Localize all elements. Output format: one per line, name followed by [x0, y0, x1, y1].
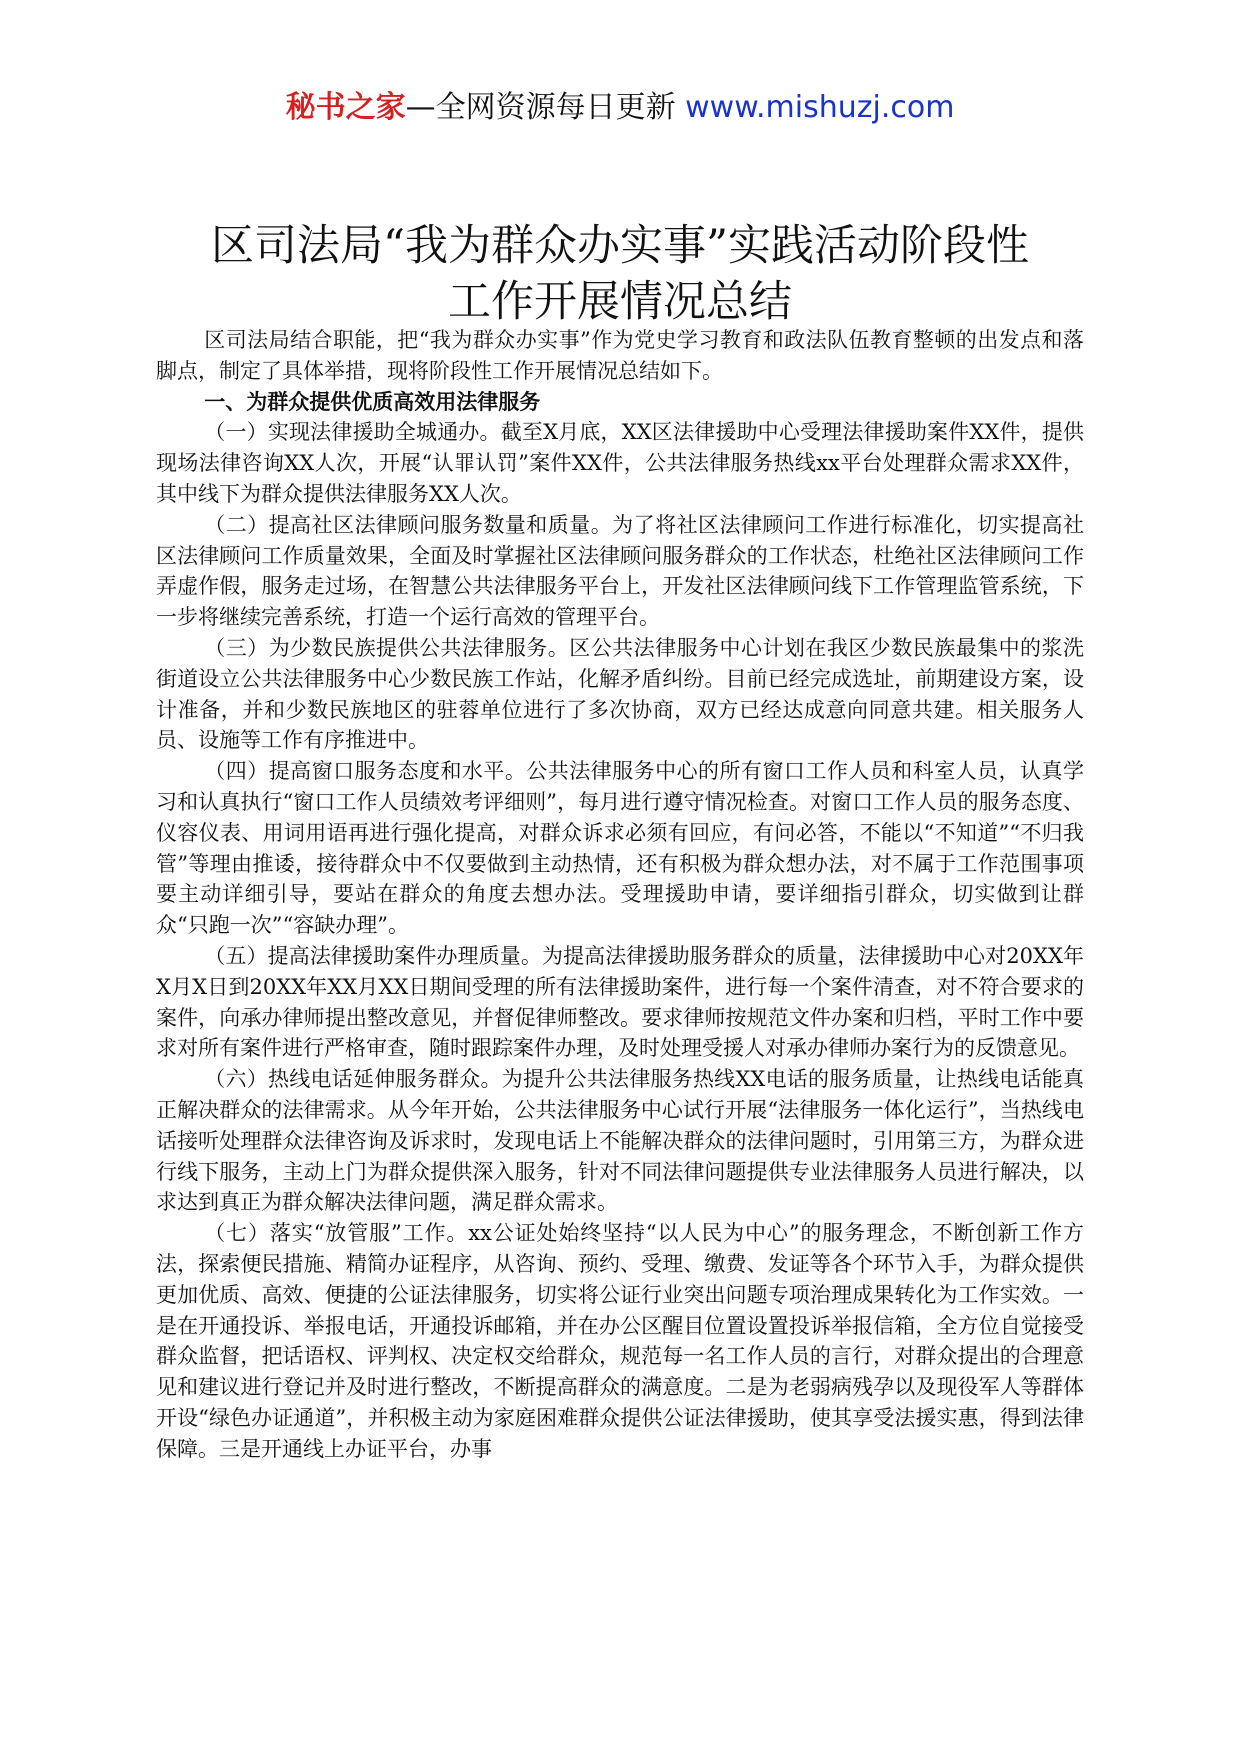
intro-paragraph: 区司法局结合职能，把“我为群众办实事”作为党史学习教育和政法队伍教育整顿的出发点和落脚点，制定了具体举措，现将阶段性工作开展情况总结如下。 — [156, 328, 1084, 383]
banner-site-link[interactable]: www.mishuzj.com — [685, 90, 955, 125]
site-banner — [0, 88, 1240, 128]
banner-brand: 秘书之家 — [285, 90, 406, 125]
document-title — [150, 218, 1090, 330]
body-paragraph: （三）为少数民族提供公共法律服务。区公共法律服务中心计划在我区少数民族最集中的浆洗街道设立公共法律服务中心少数民族工作站，化解矛盾纠纷。目前已经完成选址，前期建设方案，设计准备，并和少数民族地区的驻蓉单位进行了多次协商，双方已经达成意向同意共建。相关服务人员、设施等工作有序推进中。 — [156, 635, 1084, 753]
document-body — [156, 325, 1084, 1464]
body-paragraph: （六）热线电话延伸服务群众。为提升公共法律服务热线XX电话的服务质量，让热线电话能真正解决群众的法律需求。从今年开始，公共法律服务中心试行开展“法律服务一体化运行”，当热线电话接听处理群众法律咨询及诉求时，发现电话上不能解决群众的法律问题时，引用第三方，为群众进行线下服务，主动上门为群众提供深入服务，针对不同法律问题提供专业法律服务人员进行解决，以求达到真正为群众解决法律问题，满足群众需求。 — [156, 1067, 1084, 1215]
body-paragraph: （二）提高社区法律顾问服务数量和质量。为了将社区法律顾问工作进行标准化，切实提高社区法律顾问工作质量效果，全面及时掌握社区法律顾问服务群众的工作状态，杜绝社区法律顾问工作弄虚作假，服务走过场，在智慧公共法律服务平台上，开发社区法律顾问线下工作管理监管系统，下一步将继续完善系统，打造一个运行高效的管理平台。 — [156, 512, 1084, 630]
body-paragraph: （四）提高窗口服务态度和水平。公共法律服务中心的所有窗口工作人员和科室人员，认真学习和认真执行“窗口工作人员绩效考评细则”，每月进行遵守情况检查。对窗口工作人员的服务态度、仪容仪表、用词用语再进行强化提高，对群众诉求必须有回应，有问必答，不能以“不知道”“不归我管”等理由推诿，接待群众中不仅要做到主动热情，还有积极为群众想办法，对不属于工作范围事项要主动详细引导，要站在群众的角度去想办法。受理援助申请，要详细指引群众，切实做到让群众“只跑一次”“容缺办理”。 — [156, 759, 1084, 938]
title-line-2: 工作开展情况总结 — [448, 277, 792, 327]
section-heading: 一、为群众提供优质高效用法律服务 — [204, 389, 541, 414]
body-paragraph: （五）提高法律援助案件办理质量。为提高法律援助服务群众的质量，法律援助中心对20XX年X月X日到20XX年XX月XX日期间受理的所有法律援助案件，进行每一个案件清查，对不符合要求的案件，向承办律师提出整改意见，并督促律师整改。要求律师按规范文件办案和归档，平时工作中要求对所有案件进行严格审查，随时跟踪案件办理，及时处理受援人对承办律师办案行为的反馈意见。 — [156, 943, 1084, 1061]
title-line-1: 区司法局“我为群众办实事”实践活动阶段性 — [211, 221, 1029, 271]
body-paragraph: （七）落实“放管服”工作。xx公证处始终坚持“以人民为中心”的服务理念，不断创新工作方法，探索便民措施、精简办证程序，从咨询、预约、受理、缴费、发证等各个环节入手，为群众提供更加优质、高效、便捷的公证法律服务，切实将公证行业突出问题专项治理成果转化为工作实效。一是在开通投诉、举报电话，开通投诉邮箱，并在办公区醒目位置设置投诉举报信箱，全方位自觉接受群众监督，把话语权、评判权、决定权交给群众，规范每一名工作人员的言行，对群众提出的合理意见和建议进行登记并及时进行整改，不断提高群众的满意度。二是为老弱病残孕以及现役军人等群体开设“绿色办证通道”，并积极主动为家庭困难群众提供公证法律援助，使其享受法援实惠，得到法律保障。三是开通线上办证平台，办事 — [156, 1221, 1084, 1461]
banner-tagline: —全网资源每日更新 — [405, 90, 686, 125]
body-paragraph: （一）实现法律援助全城通办。截至X月底，XX区法律援助中心受理法律援助案件XX件，提供现场法律咨询XX人次，开展“认罪认罚”案件XX件，公共法律服务热线xx平台处理群众需求XX件，其中线下为群众提供法律服务XX人次。 — [156, 420, 1084, 506]
